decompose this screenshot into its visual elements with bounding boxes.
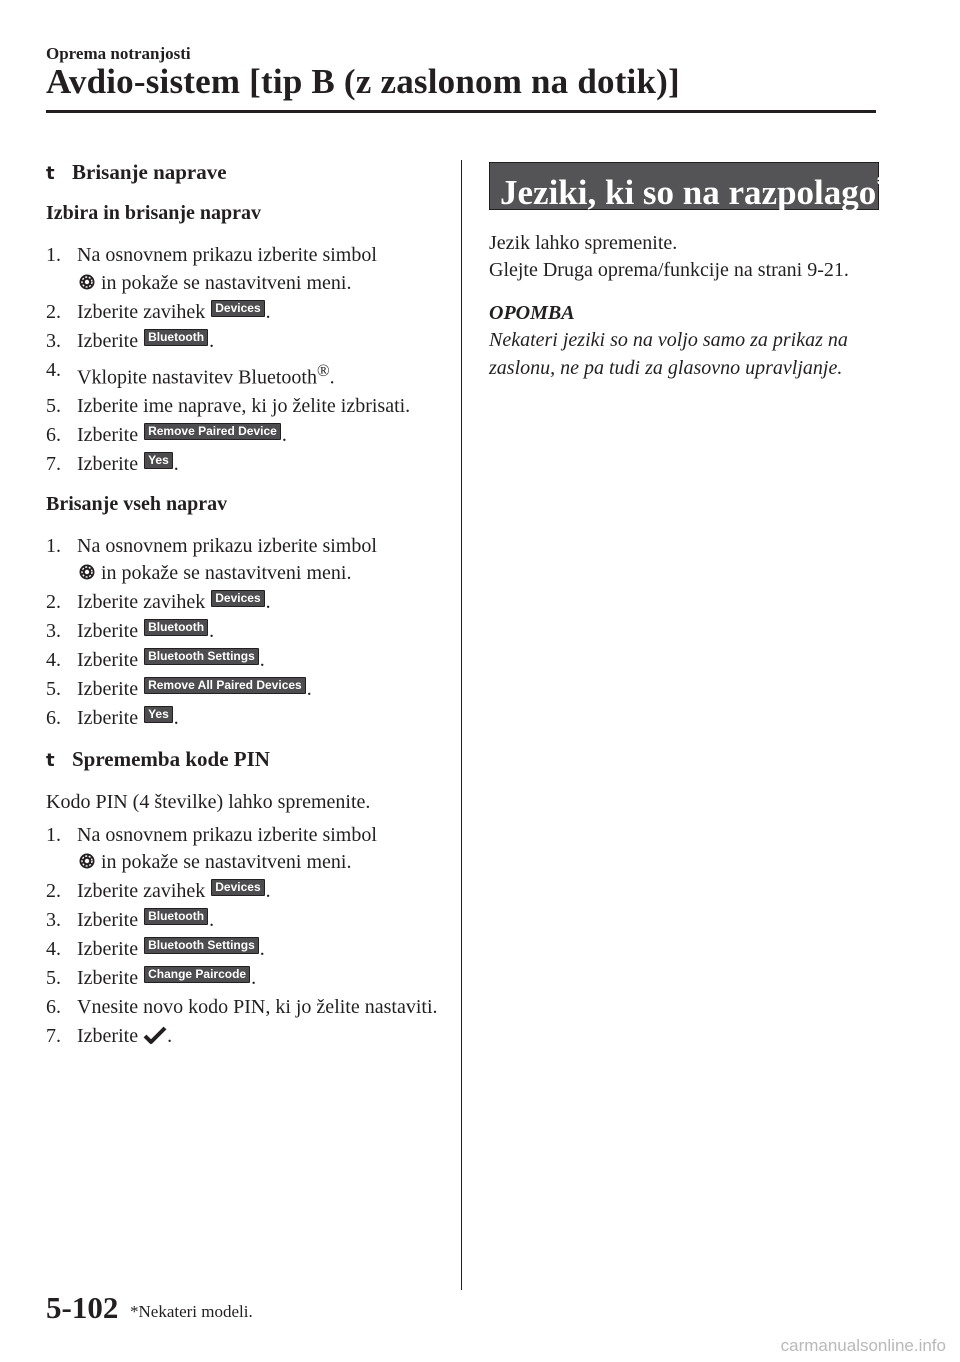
step: [46, 618, 446, 646]
step-number: 6.: [46, 996, 61, 1019]
step-text: [77, 878, 446, 906]
period: .: [306, 678, 312, 701]
step-text: [77, 299, 446, 327]
step-text-part: Na osnovnem prikazu izberite simbol: [77, 244, 377, 266]
subheading-select-delete: Izbira in brisanje naprav: [46, 202, 262, 224]
note-text: Nekateri jeziki so na voljo samo za prikaz na zaslonu, ne pa tudi za glasovno upravljanje.: [489, 329, 848, 379]
left-column: [46, 160, 446, 1065]
footnote: *Nekateri modeli.: [130, 1302, 253, 1321]
check-icon: [143, 1025, 167, 1045]
remove-paired-device-key: Remove Paired Device: [144, 423, 281, 440]
step-text: [77, 647, 446, 675]
devices-tab-key: Devices: [211, 590, 264, 607]
change-paircode-key: Change Paircode: [144, 966, 250, 983]
period: .: [209, 620, 215, 643]
steps-select-delete: [46, 242, 446, 479]
period: .: [173, 453, 179, 476]
step: [46, 647, 446, 675]
step-text-part: in pokaže se nastavitveni meni.: [101, 562, 352, 585]
step-text: [77, 451, 446, 479]
step-text-part: Izberite zavihek: [77, 880, 206, 903]
gear-icon: [77, 562, 97, 582]
period: .: [209, 329, 215, 352]
step-number: 7.: [46, 1025, 61, 1048]
devices-tab-key: Devices: [211, 879, 264, 896]
step-number: 6.: [46, 707, 61, 730]
steps-change-pin: [46, 822, 446, 1051]
step-number: 2.: [46, 300, 61, 323]
step: [46, 822, 446, 877]
steps-delete-all: [46, 533, 446, 733]
step-text-part: Izberite: [77, 707, 139, 730]
period: .: [259, 649, 265, 672]
step-number: 7.: [46, 453, 61, 476]
remove-all-paired-devices-key: Remove All Paired Devices: [144, 677, 306, 694]
period: .: [281, 424, 287, 447]
period: .: [173, 707, 179, 730]
yes-key: Yes: [144, 452, 173, 469]
step-text-part: Izberite: [77, 424, 139, 447]
step-text-part: Izberite: [77, 329, 139, 352]
step-number: 1.: [46, 534, 61, 557]
gear-icon: [77, 851, 97, 871]
step-text: [77, 242, 446, 297]
step-text: [77, 965, 446, 993]
period: .: [167, 1025, 173, 1048]
step-number: 2.: [46, 880, 61, 903]
step: [46, 878, 446, 906]
step-number: 3.: [46, 329, 61, 352]
step-text-part: Izberite: [77, 1025, 139, 1048]
step-text-part: Izberite: [77, 453, 139, 476]
gear-icon: [77, 272, 97, 292]
step-text: [77, 1023, 446, 1051]
language-reference: Glejte Druga oprema/funkcije na strani 9-21.: [489, 259, 849, 281]
step-text: [77, 676, 446, 704]
step-text: [77, 328, 446, 356]
devices-tab-key: Devices: [211, 300, 264, 317]
step-text-part: Izberite: [77, 678, 139, 701]
pin-intro: Kodo PIN (4 številke) lahko spremenite.: [46, 790, 371, 813]
step: [46, 328, 446, 356]
section-marker: t: [46, 749, 55, 771]
step-number: 4.: [46, 358, 61, 381]
section-heading-delete-device: [46, 160, 446, 188]
languages-banner: [489, 162, 889, 212]
step-text: [77, 422, 446, 450]
step: [46, 965, 446, 993]
step-text: Vnesite novo kodo PIN, ki jo želite nastaviti.: [77, 996, 438, 1019]
step-number: 6.: [46, 424, 61, 447]
right-column: [489, 162, 889, 382]
step: [46, 676, 446, 704]
step: [46, 705, 446, 733]
step-text: [77, 907, 446, 935]
step-number: 4.: [46, 649, 61, 672]
step: [46, 533, 446, 588]
step-number: 1.: [46, 823, 61, 846]
note-heading: OPOMBA: [489, 302, 575, 324]
step-text-part: Izberite zavihek: [77, 591, 206, 614]
period: .: [265, 300, 271, 323]
watermark: carmanualsonline.info: [780, 1336, 946, 1355]
step: [46, 936, 446, 964]
step-text-part: in pokaže se nastavitveni meni.: [101, 271, 352, 294]
bluetooth-settings-key: Bluetooth Settings: [144, 648, 259, 665]
step: [46, 422, 446, 450]
period: .: [259, 938, 265, 961]
step-text: [77, 822, 446, 877]
step-number: 5.: [46, 395, 61, 418]
footnote-mark: *: [876, 172, 889, 198]
step: [46, 393, 446, 421]
step: [46, 357, 446, 392]
step: [46, 1023, 446, 1051]
step-text: [77, 357, 446, 392]
period: .: [329, 366, 335, 389]
step-number: 4.: [46, 938, 61, 961]
period: .: [209, 909, 215, 932]
step-text-part: Izberite: [77, 909, 139, 932]
subheading-delete-all: Brisanje vseh naprav: [46, 492, 228, 515]
bluetooth-key: Bluetooth: [144, 329, 208, 346]
step: [46, 994, 446, 1022]
period: .: [265, 591, 271, 614]
section-title: Brisanje naprave: [72, 160, 227, 184]
step-text: [77, 936, 446, 964]
step-text-part: Izberite: [77, 967, 139, 990]
step-text-part: Izberite zavihek: [77, 300, 206, 323]
header-rule: [46, 110, 876, 113]
step-text: [77, 618, 446, 646]
language-text: Jezik lahko spremenite.: [489, 232, 678, 254]
step: [46, 589, 446, 617]
step-text: [77, 705, 446, 733]
section-heading-change-pin: [46, 747, 446, 775]
step-text-part: Na osnovnem prikazu izberite simbol: [77, 823, 377, 846]
step-number: 5.: [46, 678, 61, 701]
banner-title: Jeziki, ki so na razpolago: [500, 173, 877, 212]
step-text-part: Izberite: [77, 938, 139, 961]
yes-key: Yes: [144, 706, 173, 723]
header-section-label: Oprema notranjosti: [46, 44, 191, 63]
registered-mark: ®: [316, 360, 330, 380]
bluetooth-key: Bluetooth: [144, 619, 208, 636]
section-title: Sprememba kode PIN: [72, 746, 270, 771]
page-number: 5-102: [46, 1290, 119, 1325]
step-number: 3.: [46, 909, 61, 932]
step-number: 1.: [46, 244, 61, 266]
step-number: 3.: [46, 620, 61, 643]
period: .: [251, 967, 257, 990]
step-number: 5.: [46, 967, 61, 990]
bluetooth-key: Bluetooth: [144, 908, 208, 925]
step: [46, 299, 446, 327]
step-text: [77, 533, 446, 588]
step-number: 2.: [46, 591, 61, 614]
page-title: Avdio-sistem [tip B (z zaslonom na dotik)]: [46, 62, 680, 101]
step-text: [77, 589, 446, 617]
step-text-part: Vklopite nastavitev Bluetooth: [77, 366, 317, 389]
step-text-part: Izberite: [77, 620, 139, 643]
step: [46, 242, 446, 297]
step-text: Izberite ime naprave, ki jo želite izbrisati.: [77, 395, 411, 418]
section-marker: t: [46, 163, 55, 184]
period: .: [265, 880, 271, 903]
step-text-part: Izberite: [77, 649, 139, 672]
step: [46, 907, 446, 935]
column-divider: [461, 160, 462, 1290]
step: [46, 451, 446, 479]
bluetooth-settings-key: Bluetooth Settings: [144, 937, 259, 954]
step-text-part: in pokaže se nastavitveni meni.: [101, 851, 352, 874]
step-text-part: Na osnovnem prikazu izberite simbol: [77, 534, 377, 557]
